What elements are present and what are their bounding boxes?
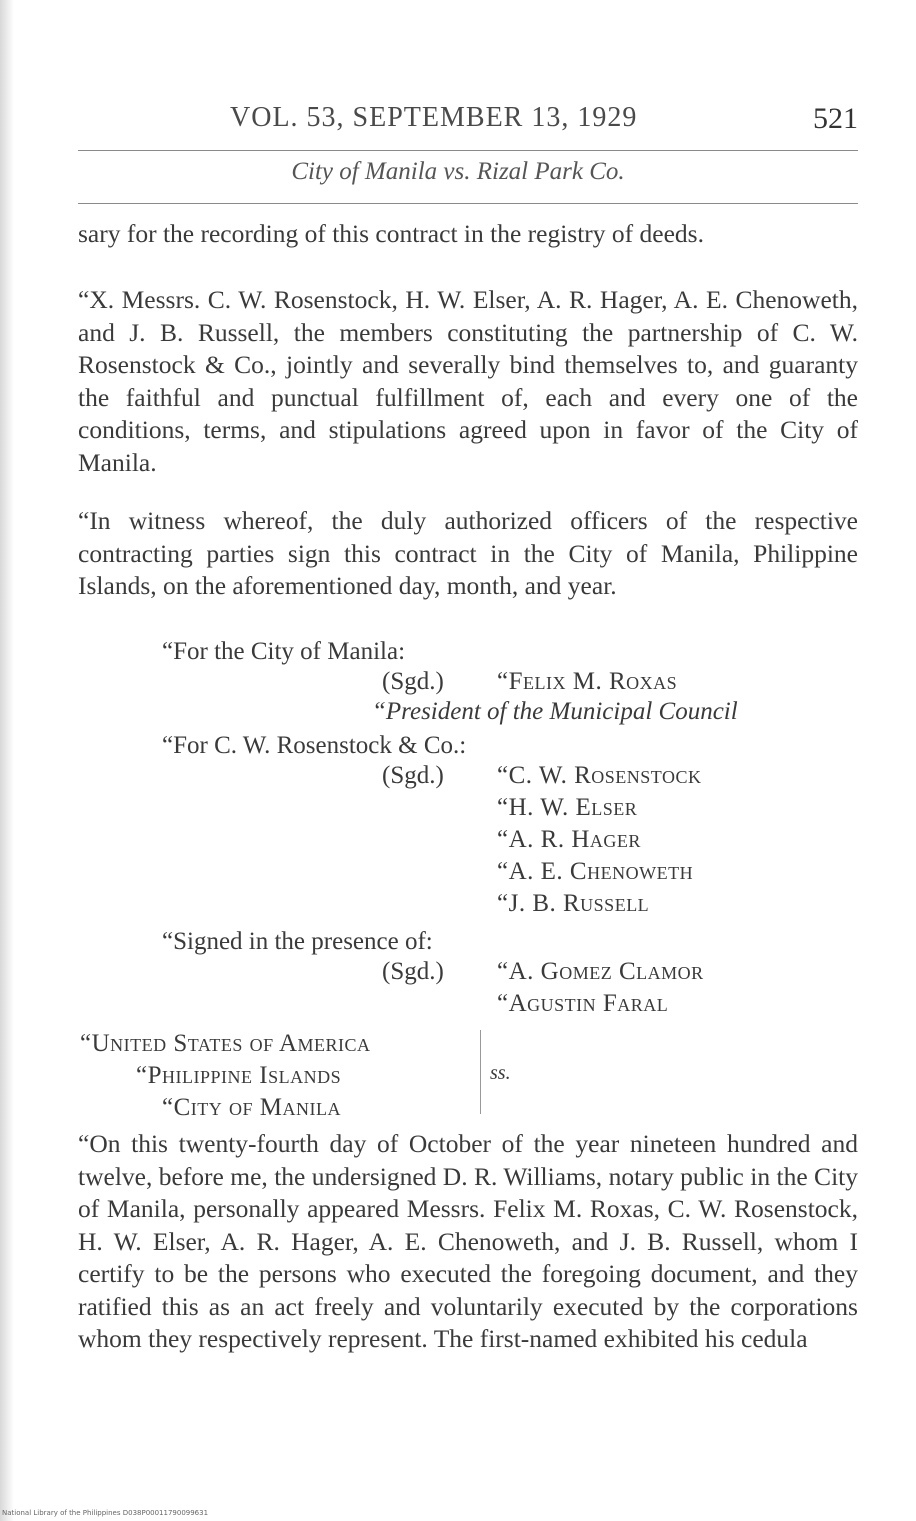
sgd-label-3: (Sgd.) [382,958,444,985]
witness-heading: “Signed in the presence of: [162,928,433,955]
sgd-label-1: (Sgd.) [382,668,444,695]
running-head: City of Manila vs. Rizal Park Co. [291,158,625,185]
signatory-rosenstock: “C. W. Rosenstock [497,762,702,789]
paragraph-notary: “On this twenty-fourth day of October of the year nineteen hundred and twelve, before me, the undersigned D. R. Williams, notary public in the City of Manila, personally appeared Messrs. Felix M. Roxas, C. W. Rosenstock, H. W. Elser, A. R. Hager, A. E. Chenoweth, and J. B. Russell, whom I certify to be the persons who executed the foregoing document, and they ratified this as an act freely and voluntarily executed by the corporations whom they respectively represent. The first-named exhibited his cedula [78,1129,858,1353]
paragraph-1: sary for the recording of this contract in the registry of deeds. [78,219,704,248]
venue-line-manila: “City of Manila [162,1094,341,1121]
page-header [78,102,858,138]
signatory-hager: “A. R. Hager [497,826,641,853]
rosenstock-signatory-heading: “For C. W. Rosenstock & Co.: [162,732,467,759]
signatory-felix-roxas: “Felix M. Roxas [497,668,678,695]
page-number: 521 [813,102,858,135]
header-rule-bottom [78,203,858,204]
witness-agustin-faral: “Agustin Faral [497,990,669,1017]
venue-line-philippines: “Philippine Islands [136,1062,342,1089]
paragraph-clause-x: “X. Messrs. C. W. Rosenstock, H. W. Elser, A. R. Hager, A. E. Chenoweth, and J. B. Russell, the members constituting the partnership of C. W. Rosenstock & Co., jointly and severally bind themselves to, and guaranty the faithful and punctual fulfillment of, each and every one of the conditions, terms, and stipulations agreed upon in favor of the City of Manila. [78,285,858,477]
witness-gomez-clamor: “A. Gomez Clamor [497,958,704,985]
paragraph-witness: “In witness whereof, the duly authorized officers of the respective contracting parties sign this contract in the City of Manila, Philippine Islands, on the aforementioned day, month, and year. [78,506,858,600]
signatory-elser: “H. W. Elser [497,794,638,821]
signatory-chenoweth: “A. E. Chenoweth [497,858,694,885]
sgd-label-2: (Sgd.) [382,762,444,789]
venue-ss: ss. [490,1062,511,1084]
signatory-felix-title: “President of the Municipal Council [372,698,738,725]
scan-credit: National Library of the Philippines D038P00011790099631 [2,1509,209,1517]
header-rule-top [78,150,858,151]
venue-line-usa: “United States of America [80,1030,371,1057]
venue-brace [480,1030,483,1114]
volume-date-heading: VOL. 53, SEPTEMBER 13, 1929 [230,102,638,133]
signatory-russell: “J. B. Russell [497,890,650,917]
page-edge-shadow [0,0,14,1521]
city-signatory-heading: “For the City of Manila: [162,638,406,665]
